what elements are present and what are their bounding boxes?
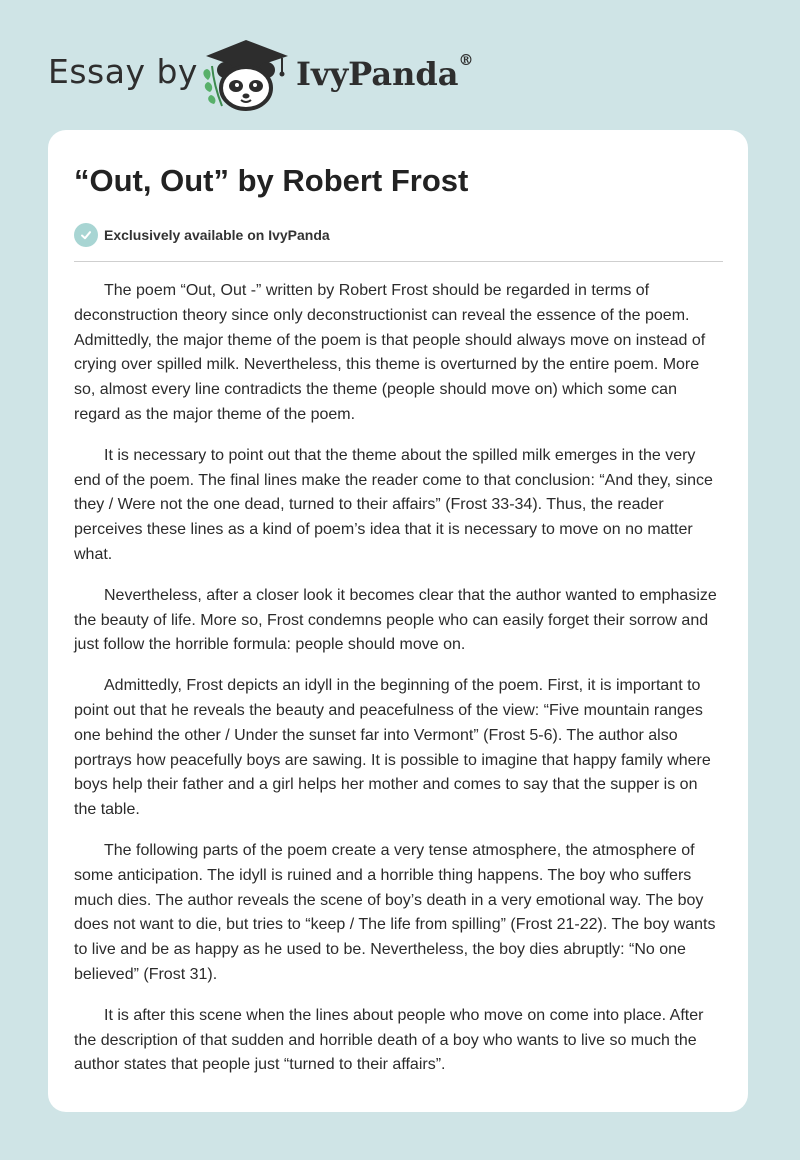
paragraph: Nevertheless, after a closer look it becomes clear that the author wanted to emphasize the beauty of life. More so, Frost condemns people who can easily forget their sorrow and just follow the horrible formula: people should move on. <box>74 586 717 654</box>
paragraph: The poem “Out, Out -” written by Robert Frost should be regarded in terms of deconstruction theory since only deconstructionist can reveal the essence of the poem. Admittedly, the major theme of the poem is that people should always move on instead of crying over spilled milk. Nevertheless, this theme is overturned by the entire poem. More so, almost every line contradicts the theme (people should move on) which some can regard as the major theme of the poem. <box>74 282 706 423</box>
paragraph: It is necessary to point out that the theme about the spilled milk emerges in the very end of the poem. The final lines make the reader come to that conclusion: “And they, since they / Were not the one dead, turned to their affairs” (Frost 33-34). Thus, the reader perceives these lines as a kind of poem’s idea that it is necessary to move on no matter what. <box>74 446 713 563</box>
site-header <box>0 0 800 130</box>
paragraph: The following parts of the poem create a very tense atmosphere, the atmosphere of some anticipation. The idyll is ruined and a horrible thing happens. The boy who suffers much dies. The author reveals the scene of boy’s death in a very emotional way. The boy does not want to die, but tries to “keep / The life from spilling” (Frost 21-22). The boy wants to live and be as happy as he used to be. Nevertheless, the boy dies abruptly: “No one believed” (Frost 31). <box>74 841 716 983</box>
essay-body <box>74 279 724 1094</box>
panda-graduate-icon[interactable] <box>198 36 294 112</box>
check-circle-icon <box>74 223 98 247</box>
exclusive-label: Exclusively available on IvyPanda <box>104 227 330 243</box>
paragraph: It is after this scene when the lines about people who move on come into place. After the description of that sudden and horrible death of a boy who wants to live so much the author states that people just “turned to their affairs”. <box>74 1006 704 1074</box>
exclusive-badge <box>74 222 330 248</box>
brand-name[interactable]: IvyPanda® <box>296 51 474 93</box>
essay-by-label: Essay by <box>48 52 198 91</box>
registered-mark: ® <box>458 51 474 69</box>
paragraph: Admittedly, Frost depicts an idyll in the beginning of the poem. First, it is important to point out that he reveals the beauty and peacefulness of the view: “Five mountain ranges one behind the other / Under the sunset far into Vermont” (Frost 5-6). The author also portrays how peacefully boys are sawing. It is possible to imagine that happy family where boys help their father and a girl helps her mother and comes to say that the supper is on the table. <box>74 677 711 819</box>
essay-card <box>48 130 748 1112</box>
title-divider <box>74 261 723 262</box>
essay-title: “Out, Out” by Robert Frost <box>74 163 469 198</box>
